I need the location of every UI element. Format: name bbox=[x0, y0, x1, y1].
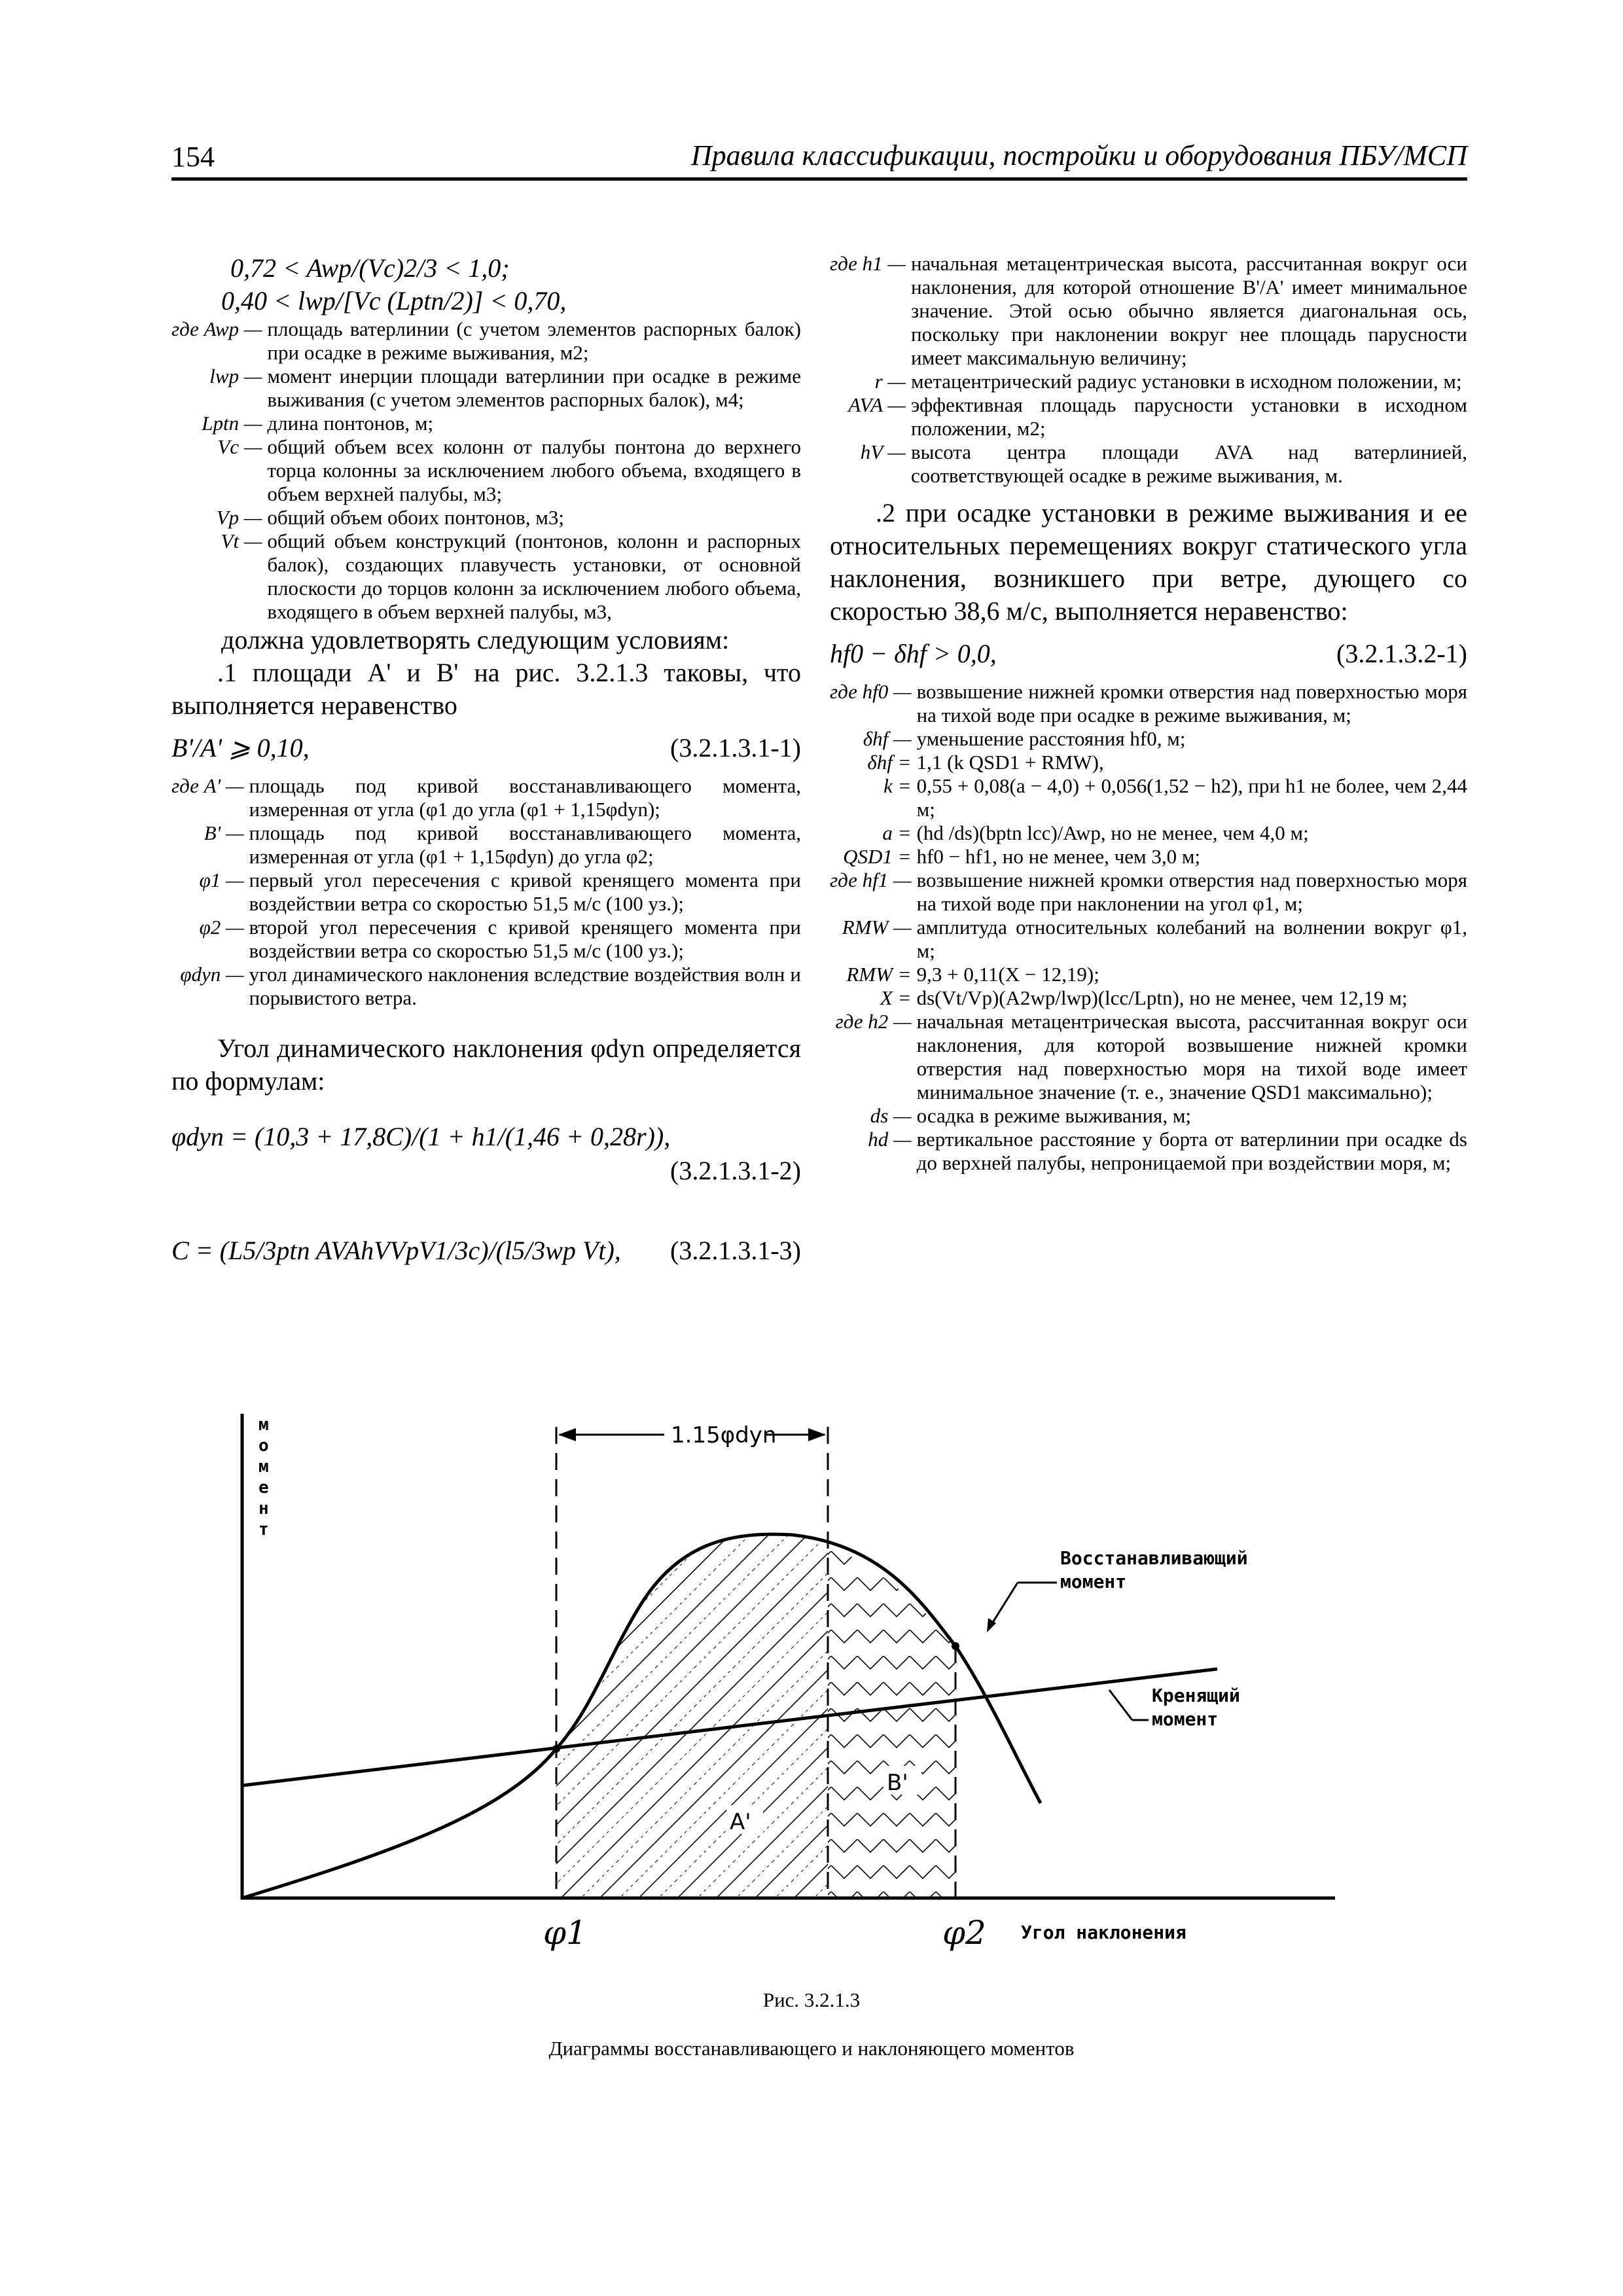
definition-row bbox=[830, 1010, 1467, 1104]
definition-row bbox=[830, 370, 1467, 393]
definition-row bbox=[830, 727, 1467, 751]
running-title: Правила классификации, постройки и оборудования ПБУ/МСП bbox=[690, 139, 1467, 171]
area-b-label: B' bbox=[887, 1770, 908, 1796]
definition-row bbox=[171, 963, 801, 1010]
definition-row bbox=[171, 774, 801, 821]
definitions-list-3 bbox=[830, 252, 1467, 488]
equation-expr: B'/A' ⩾ 0,10, bbox=[171, 733, 310, 762]
definition-desc: общий объем всех колонн от палубы понтона до верхнего торца колонны за исключением любого объема, входящего в объем верхней палубы, м3; bbox=[267, 435, 801, 505]
definition-row bbox=[830, 751, 1467, 774]
right-column bbox=[830, 252, 1467, 1175]
definition-desc: ds(Vt/Vp)(A2wp/lwp)(lcc/Lptn), но не менее, чем 12,19 м; bbox=[916, 986, 1408, 1009]
y-label-letter: о bbox=[259, 1436, 269, 1456]
restoring-label-1: Восстанавливающий bbox=[1060, 1547, 1248, 1569]
condition-1: 0,72 < Awp/(Vc)2/3 < 1,0; bbox=[230, 253, 510, 283]
definition-row bbox=[171, 821, 801, 869]
definition-desc: длина понтонов, м; bbox=[267, 412, 434, 435]
definition-term: hd — bbox=[868, 1128, 912, 1151]
y-label-letter: н bbox=[259, 1499, 269, 1518]
definition-term: QSD1 = bbox=[843, 845, 912, 868]
definitions-list-4 bbox=[830, 680, 1467, 1175]
definition-row bbox=[830, 440, 1467, 488]
heeling-label-2: момент bbox=[1152, 1708, 1219, 1730]
definition-desc: площадь ватерлинии (с учетом элементов распорных балок) при осадке в режиме выживания, м2; bbox=[267, 317, 801, 364]
figure-subcaption: Диаграммы восстанавливающего и наклоняющего моментов bbox=[548, 2037, 1075, 2060]
item-2-text: .2 при осадке установки в режиме выживания и ее относительных перемещениях вокруг статического угла наклонения, возникшего при ветре, дующего со скоростью 38,6 м/с, выполняется неравенство: bbox=[830, 498, 1467, 626]
definition-term: lwp — bbox=[209, 365, 262, 387]
definition-row bbox=[830, 680, 1467, 727]
definition-term: где hf0 — bbox=[830, 680, 912, 703]
equation-number-row bbox=[171, 1154, 801, 1188]
definition-row bbox=[830, 393, 1467, 440]
definition-term: δhf = bbox=[867, 751, 912, 774]
equation-3-2-1-3-2-1 bbox=[830, 637, 1467, 671]
definition-term: где Awp — bbox=[171, 317, 262, 340]
definition-desc: площадь под кривой восстанавливающего момента, измеренная от угла (φ1 + 1,15φdyn) до угла φ2; bbox=[249, 821, 801, 868]
definition-row bbox=[171, 412, 801, 435]
item-1-text: .1 площади A' и B' на рис. 3.2.1.3 таковы, что выполняется неравенство bbox=[171, 658, 801, 720]
equation-expr: hf0 − δhf > 0,0, bbox=[830, 639, 997, 668]
equation-3-2-1-3-1-3 bbox=[171, 1234, 801, 1268]
definitions-list-2 bbox=[171, 774, 801, 1010]
definition-desc: вертикальное расстояние у борта от ватерлинии при осадке ds до верхней палубы, непроницаемой при воздействии моря, м; bbox=[916, 1128, 1467, 1174]
moment-diagram bbox=[229, 1394, 1342, 1983]
equation-number: (3.2.1.3.1-3) bbox=[670, 1236, 801, 1265]
definition-row bbox=[171, 916, 801, 963]
definition-desc: 0,55 + 0,08(a − 4,0) + 0,056(1,52 − h2), при h1 не более, чем 2,44 м; bbox=[916, 774, 1467, 821]
definition-desc: hf0 − hf1, но не менее, чем 3,0 м; bbox=[916, 845, 1201, 868]
definition-term: Vt — bbox=[221, 529, 262, 552]
definition-desc: общий объем конструкций (понтонов, колонн и распорных балок), создающих плавучесть установки, от основной плоскости до торцов колонн за исключением любого объема, входящего в объем верхней палубы, м3, bbox=[267, 529, 801, 623]
definition-term: ds — bbox=[870, 1104, 912, 1127]
definition-term: φ2 — bbox=[199, 916, 244, 939]
definition-desc: начальная метацентрическая высота, рассчитанная вокруг оси наклонения, для которой отношение B'/A' имеет минимальное значение. Этой осью обычно является диагональная ось, поскольку при наклонении вокруг нее площадь парусности имеет максимальную величину; bbox=[910, 252, 1467, 369]
arrowhead-left bbox=[558, 1428, 576, 1441]
definition-term: X = bbox=[880, 986, 912, 1009]
definition-desc: начальная метацентрическая высота, рассчитанная вокруг оси наклонения, для которой возвышение нижней кромки отверстия над поверхностью моря на тихой воде имеет минимальное значение (т. е., значение QSD1 максимально); bbox=[916, 1010, 1467, 1103]
definition-row bbox=[830, 916, 1467, 963]
equation-number: (3.2.1.3.2-1) bbox=[1336, 639, 1467, 668]
definition-row bbox=[830, 869, 1467, 916]
equation-number: (3.2.1.3.1-2) bbox=[670, 1156, 801, 1185]
y-axis-label bbox=[259, 1415, 279, 1539]
definition-term: где hf1 — bbox=[830, 869, 912, 891]
equation-expr: C = (L5/3ptn AVAhVVpV1/3c)/(l5/3wp Vt), bbox=[171, 1236, 621, 1265]
definition-row bbox=[171, 435, 801, 506]
definition-desc: угол динамического наклонения вследствие воздействия волн и порывистого ветра. bbox=[249, 963, 801, 1009]
definition-desc: второй угол пересечения с кривой кренящего момента при воздействии ветра со скоростью 51,5 м/с (100 уз.); bbox=[249, 916, 801, 962]
y-label-letter: м bbox=[259, 1415, 269, 1435]
definition-desc: эффективная площадь парусности установки в исходном положении, м2; bbox=[910, 393, 1467, 440]
definition-desc: момент инерции площади ватерлинии при осадке в режиме выживания (с учетом элементов распорных балок), м4; bbox=[267, 365, 801, 411]
area-a-hatch bbox=[556, 1525, 828, 1898]
arrowhead-right bbox=[808, 1428, 826, 1441]
y-label-letter: т bbox=[259, 1520, 269, 1539]
condition-2: 0,40 < lwp/[Vc (Lptn/2)] < 0,70, bbox=[221, 286, 567, 315]
definition-row bbox=[171, 869, 801, 916]
definition-row bbox=[830, 252, 1467, 370]
equation-expr: φdyn = (10,3 + 17,8C)/(1 + h1/(1,46 + 0,28r)), bbox=[171, 1122, 671, 1151]
equation-3-2-1-3-1-1 bbox=[171, 731, 801, 765]
definition-desc: возвышение нижней кромки отверстия над поверхностью моря на тихой воде при осадке в режиме выживания, м; bbox=[916, 680, 1467, 726]
definition-term: φdyn — bbox=[180, 963, 244, 986]
definition-term: где h1 — bbox=[830, 252, 906, 275]
heeling-leader bbox=[1109, 1690, 1132, 1720]
definition-row bbox=[830, 1104, 1467, 1128]
definition-row bbox=[171, 529, 801, 624]
intersection-phi2 bbox=[952, 1642, 959, 1650]
definition-desc: (hd /ds)(bptn lcc)/Awp, но не менее, чем 4,0 м; bbox=[916, 821, 1309, 844]
left-column bbox=[171, 252, 801, 1268]
figure-caption: Рис. 3.2.1.3 bbox=[762, 1988, 861, 2011]
definition-row bbox=[830, 845, 1467, 869]
definition-row bbox=[830, 986, 1467, 1010]
definition-term: Vc — bbox=[217, 435, 262, 458]
definition-term: AVA — bbox=[848, 393, 906, 416]
definition-desc: амплитуда относительных колебаний на волнении вокруг φ1, м; bbox=[916, 916, 1467, 962]
definition-row bbox=[830, 963, 1467, 986]
definition-term: Vp — bbox=[216, 506, 262, 529]
definition-row bbox=[830, 821, 1467, 845]
definition-desc: уменьшение расстояния hf0, м; bbox=[916, 727, 1186, 750]
definition-desc: первый угол пересечения с кривой кренящего момента при воздействии ветра со скоростью 51,5 м/с (100 уз.); bbox=[249, 869, 801, 915]
definition-desc: метацентрический радиус установки в исходном положении, м; bbox=[910, 370, 1462, 393]
y-label-letter: е bbox=[259, 1478, 269, 1498]
definition-term: где h2 — bbox=[835, 1010, 912, 1033]
definition-term: RMW = bbox=[846, 963, 912, 986]
definition-term: RMW — bbox=[842, 916, 912, 939]
intersection-phi1 bbox=[552, 1745, 560, 1753]
definition-row bbox=[171, 506, 801, 529]
definition-term: где A' — bbox=[171, 774, 244, 797]
page-number: 154 bbox=[171, 141, 215, 173]
definition-term: a = bbox=[882, 821, 912, 844]
phi2-label: φ2 bbox=[942, 1914, 986, 1952]
definition-row bbox=[171, 365, 801, 412]
area-a-label: A' bbox=[730, 1809, 751, 1835]
dyn-angle-text: Угол динамического наклонения φdyn определяется по формулам: bbox=[171, 1033, 801, 1096]
definition-row bbox=[830, 774, 1467, 821]
equation-3-2-1-3-1-2 bbox=[171, 1120, 801, 1154]
definition-term: φ1 — bbox=[199, 869, 244, 891]
definition-row bbox=[171, 317, 801, 365]
definition-term: δhf — bbox=[863, 727, 912, 750]
definition-term: Lptn — bbox=[202, 412, 262, 435]
definition-term: B' — bbox=[204, 821, 244, 844]
definition-desc: возвышение нижней кромки отверстия над поверхностью моря на тихой воде при наклонении на угол φ1, м; bbox=[916, 869, 1467, 915]
definition-term: hV — bbox=[860, 440, 906, 463]
definition-desc: осадка в режиме выживания, м; bbox=[916, 1104, 1192, 1127]
equation-number: (3.2.1.3.1-1) bbox=[670, 733, 801, 762]
restoring-label-2: момент bbox=[1060, 1571, 1127, 1592]
definition-desc: высота центра площади AVA над ватерлинией, соответствующей осадке в режиме выживания, м. bbox=[910, 440, 1467, 487]
definition-desc: 1,1 (k QSD1 + RMW), bbox=[916, 751, 1104, 774]
header-rule bbox=[171, 177, 1467, 181]
definition-term: r — bbox=[874, 370, 906, 393]
definition-term: k = bbox=[883, 774, 912, 797]
y-label-letter: м bbox=[259, 1457, 269, 1477]
span-label: 1.15φdyn bbox=[671, 1422, 777, 1448]
heeling-label-1: Кренящий bbox=[1152, 1685, 1240, 1706]
definition-desc: 9,3 + 0,11(X − 12,19); bbox=[916, 963, 1099, 986]
definition-row bbox=[830, 1128, 1467, 1175]
definition-desc: общий объем обоих понтонов, м3; bbox=[267, 506, 565, 529]
must-satisfy-text: должна удовлетворять следующим условиям: bbox=[221, 625, 730, 655]
phi1-label: φ1 bbox=[543, 1914, 587, 1952]
definition-desc: площадь под кривой восстанавливающего момента, измеренная от угла (φ1 до угла (φ1 + 1,15φdyn); bbox=[249, 774, 801, 821]
x-axis-label: Угол наклонения bbox=[1021, 1922, 1186, 1943]
definitions-list-1 bbox=[171, 317, 801, 624]
